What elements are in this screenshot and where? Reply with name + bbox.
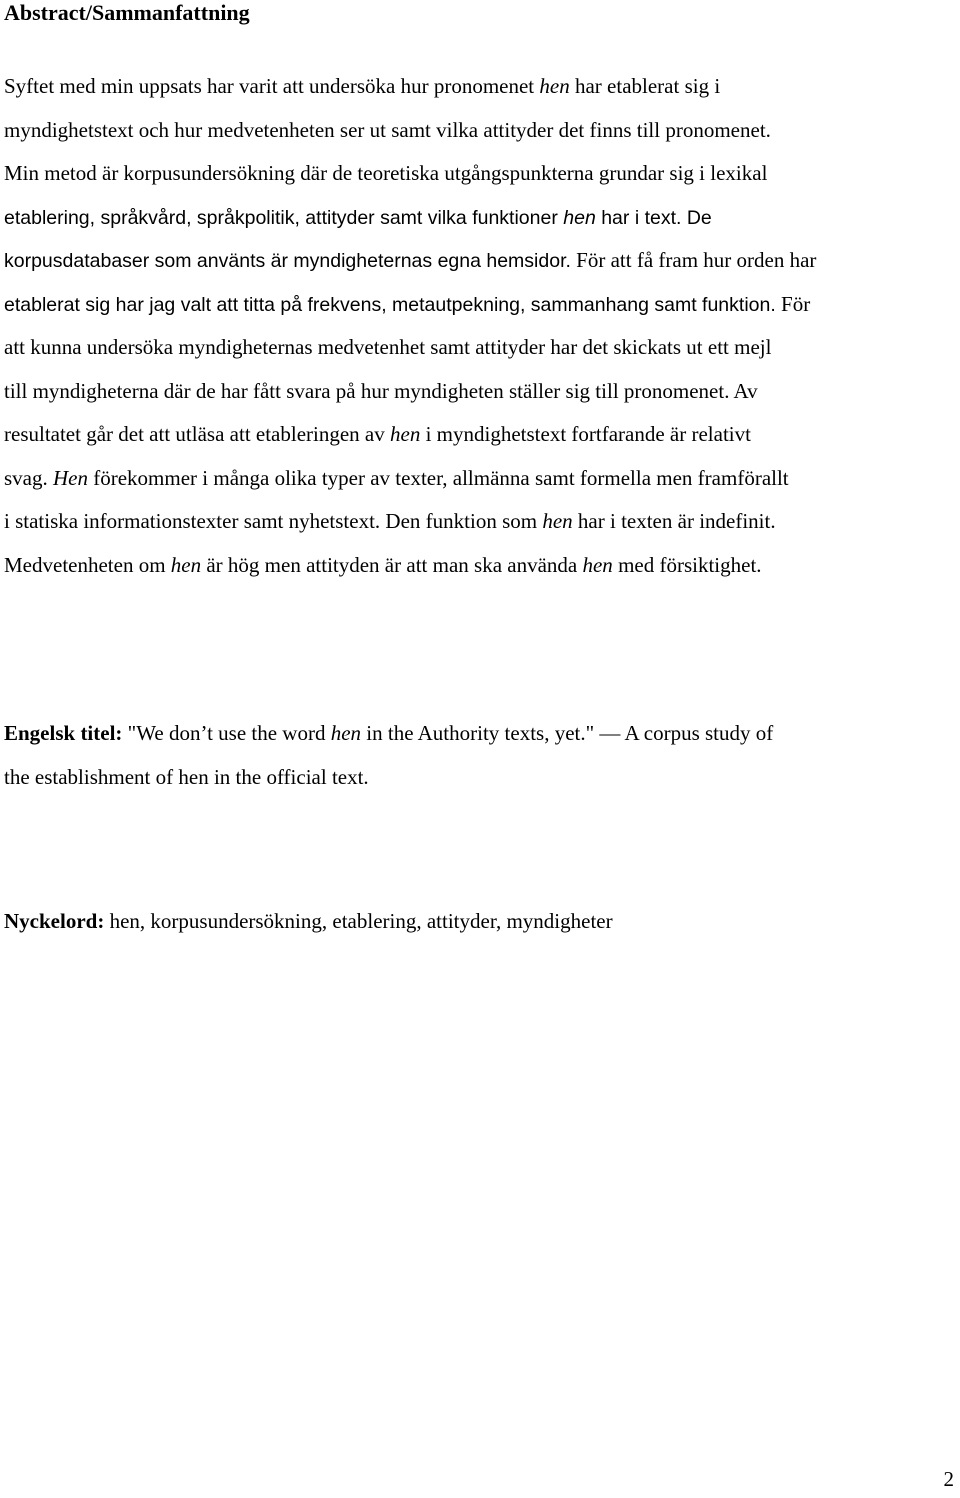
text-segment: svag. xyxy=(4,465,53,490)
italic-term: hen xyxy=(582,552,613,577)
text-segment: i statiska informationstexter samt nyhetstext. Den funktion som xyxy=(4,509,543,533)
text-segment: har etablerat sig i xyxy=(569,74,721,98)
text-segment: har i texten är indefinit. xyxy=(572,509,776,533)
text-line xyxy=(4,413,954,457)
text-segment: att kunna undersöka myndigheternas medvetenhet samt attityder har det skickats ut ett mejl xyxy=(4,335,772,359)
text-segment: hen, korpusundersökning, etablering, attityder, myndigheter xyxy=(104,909,613,933)
italic-term: hen xyxy=(563,206,596,229)
text-segment: Min metod är korpusundersökning där de teoretiska utgångspunkterna grundar sig i lexikal xyxy=(4,161,768,185)
text-line xyxy=(4,152,954,196)
text-segment: Medvetenheten om xyxy=(4,552,171,577)
text-segment: För xyxy=(775,291,811,316)
text-line xyxy=(4,370,954,414)
text-line xyxy=(4,756,954,800)
keywords-paragraph xyxy=(4,900,954,944)
text-segment: För att få fram hur orden har xyxy=(570,248,817,272)
italic-term: hen xyxy=(390,422,421,446)
text-segment: Syftet med min uppsats har varit att undersöka hur pronomenet xyxy=(4,74,540,98)
abstract-paragraph xyxy=(4,65,954,587)
text-segment: i myndighetstext fortfarande är relativt xyxy=(420,422,751,446)
text-segment: är hög men attityden är att man ska använda xyxy=(201,552,583,577)
section-heading: Abstract/Sammanfattning xyxy=(4,0,250,25)
text-line xyxy=(4,283,954,327)
text-segment: etablering, språkvård, språkpolitik, attityder samt vilka funktioner xyxy=(4,206,564,229)
italic-term: hen xyxy=(542,509,573,533)
italic-term: hen xyxy=(170,552,202,577)
text-line xyxy=(4,196,954,240)
text-segment: resultatet går det att utläsa att etableringen av xyxy=(4,422,390,446)
text-segment: "We don’t use the word xyxy=(122,721,331,745)
text-line xyxy=(4,900,954,944)
text-segment: the establishment of hen in the official text. xyxy=(4,764,369,789)
text-line xyxy=(4,239,954,283)
text-line xyxy=(4,544,954,588)
text-line xyxy=(4,500,954,544)
text-segment: till myndigheterna där de har fått svara på hur myndigheten ställer sig till pronomenet. xyxy=(4,378,730,403)
text-segment: har i text. De xyxy=(595,206,712,229)
text-line xyxy=(4,109,954,153)
italic-term: hen xyxy=(539,74,570,98)
english-title-paragraph xyxy=(4,712,954,799)
text-segment: korpusdatabaser som använts är myndigheternas egna hemsidor. xyxy=(4,250,571,272)
bold-label: Engelsk titel: xyxy=(4,721,123,745)
text-segment: etablerat sig har jag valt att titta på frekvens, metautpekning, sammanhang samt funktion. xyxy=(4,293,776,316)
text-segment: förekommer i många olika typer av texter, allmänna samt formella men framförallt xyxy=(88,465,789,490)
text-line xyxy=(4,457,954,501)
text-segment: Av xyxy=(729,378,758,403)
text-line xyxy=(4,712,954,756)
italic-term: hen xyxy=(330,721,362,745)
text-segment: myndighetstext och hur medvetenheten ser ut samt vilka attityder det finns till pronomenet. xyxy=(4,117,771,142)
text-line xyxy=(4,326,954,370)
text-segment: med försiktighet. xyxy=(612,552,762,577)
text-line xyxy=(4,65,954,109)
text-segment: in the Authority texts, yet." — A corpus study of xyxy=(361,721,774,745)
page-number: 2 xyxy=(943,1467,954,1491)
bold-label: Nyckelord: xyxy=(4,909,105,933)
italic-term: Hen xyxy=(53,465,88,490)
